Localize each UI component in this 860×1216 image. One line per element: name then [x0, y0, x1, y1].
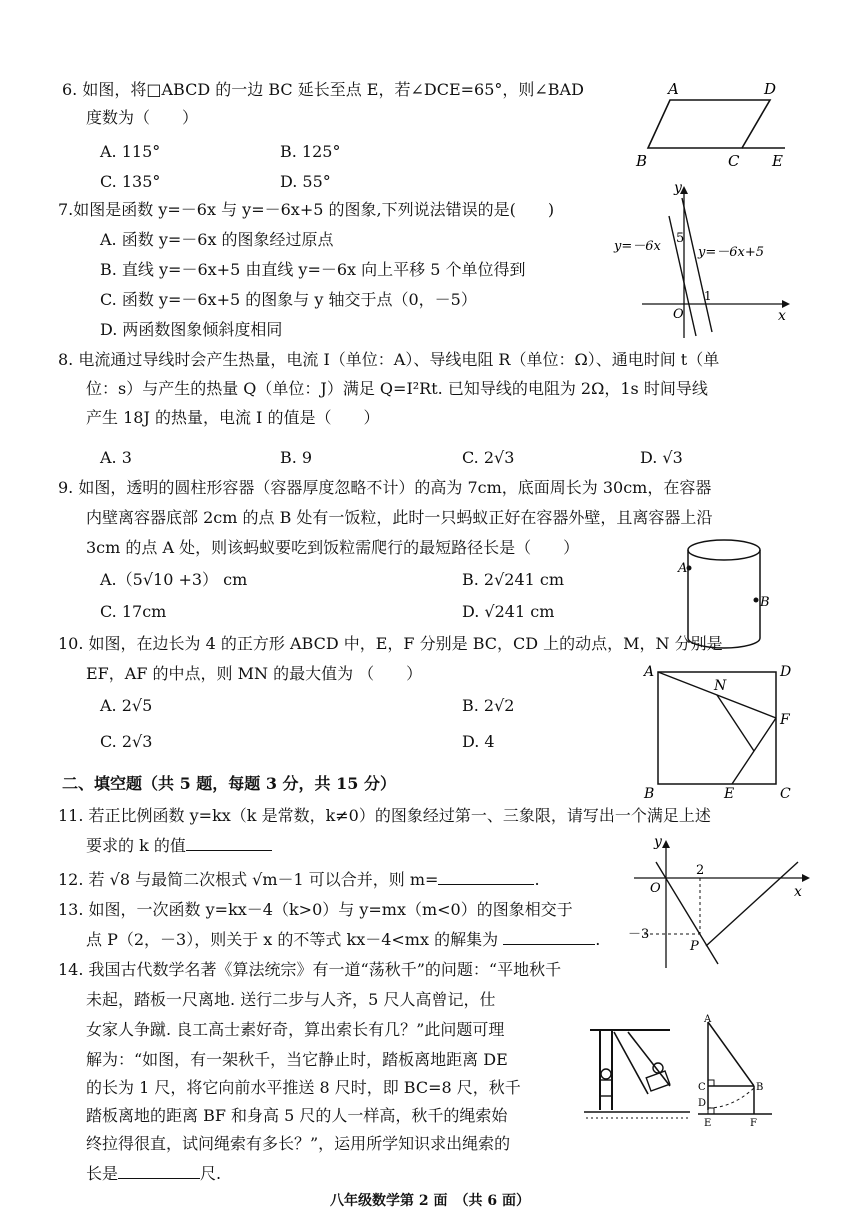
q14-stem-line6: 踏板离地的距离 BF 和身高 5 尺的人一样高，秋千的绳索始 [86, 1106, 508, 1125]
q13-answer-blank[interactable] [503, 944, 595, 945]
q12-stem: 12. 若 √8 与最简二次根式 √m－1 可以合并，则 m= . [58, 870, 540, 889]
q14-stem-line8 [86, 1166, 221, 1182]
point-n: N [714, 678, 727, 694]
vertex-c: C [780, 786, 791, 800]
q13-stem-line2: 点 P（2，－3），则关于 x 的不等式 kx－4<mx 的解集为 . [86, 930, 601, 949]
q9-stem-line3: 3cm 的点 A 处，则该蚂蚁要吃到饭粒需爬行的最短路径长是（ ） [86, 538, 580, 557]
q7-option-c: C. 函数 y=－6x+5 的图象与 y 轴交于点（0，－5） [100, 290, 477, 309]
q6-option-a: A. 115° [100, 142, 161, 161]
q8-option-c: C. 2√3 [462, 448, 515, 467]
vertex-d: D [780, 664, 792, 680]
point-p-label: P [690, 939, 699, 954]
section-fill-in-heading: 二、填空题（共 5 题，每题 3 分，共 15 分） [62, 774, 396, 793]
q8-option-b: B. 9 [280, 448, 313, 467]
label-e: E [772, 152, 783, 170]
q9-option-b: B. 2√241 cm [462, 570, 565, 589]
tick-two: 2 [696, 863, 705, 878]
q8-stem-line3: 产生 18J 的热量，电流 I 的值是（ ） [86, 408, 380, 427]
linear-functions-graph [612, 180, 792, 342]
q14-answer-blank[interactable] [118, 1178, 200, 1179]
q14-stem-line3: 女家人争蹴. 良工高士素好奇，算出索长有几？”此问题可理 [86, 1020, 505, 1039]
point-a-label: A [678, 561, 688, 576]
q10-option-a: A. 2√5 [100, 696, 153, 715]
origin-label: O [673, 307, 684, 322]
q7-stem: 7.如图是函数 y=－6x 与 y=－6x+5 的图象,下列说法错误的是( ) [58, 200, 555, 219]
q7-option-d: D. 两函数图象倾斜度相同 [100, 320, 283, 339]
tick-one: 1 [704, 289, 712, 303]
q8-stem-line1: 8. 电流通过导线时会产生热量，电流 I（单位：A）、导线电阻 R（单位：Ω）、通电时间 t（单 [58, 350, 720, 369]
point-c-label: C [698, 1082, 706, 1093]
q14-stem-prefix: 长是 [86, 1164, 119, 1183]
q7-option-b: B. 直线 y=－6x+5 由直线 y=－6x 向上平移 5 个单位得到 [100, 260, 526, 279]
point-a-label: A [704, 1014, 712, 1025]
point-b-label: B [760, 595, 770, 610]
page-footer: 八年级数学第 2 面 （共 6 面） [330, 1193, 530, 1209]
x-axis-label: x [778, 308, 786, 324]
swing-geometry-figure [692, 1014, 792, 1134]
q10-option-b: B. 2√2 [462, 696, 515, 715]
vertex-b: B [644, 786, 655, 800]
q14-stem-line1: 14. 我国古代数学名著《算法统宗》有一道“荡秋千”的问题：“平地秋千 [58, 960, 562, 979]
q9-option-d: D. √241 cm [462, 602, 555, 621]
q14-stem-suffix: 尺. [200, 1164, 222, 1183]
q9-option-a: A.（5√10 +3） cm [100, 570, 248, 589]
label-d: D [764, 80, 777, 98]
x-axis-label: x [794, 884, 802, 900]
point-d-label: D [698, 1098, 707, 1109]
q9-option-c: C. 17cm [100, 602, 167, 621]
q10-option-c: C. 2√3 [100, 732, 153, 751]
q12-stem-text: 12. 若 √8 与最简二次根式 √m－1 可以合并，则 m= [58, 870, 439, 889]
intercept-five: 5 [676, 231, 685, 246]
point-b-label: B [756, 1082, 764, 1093]
q14-stem-line5: 的长为 1 尺，将它向前水平推送 8 尺时，即 BC=8 尺，秋千 [86, 1078, 521, 1097]
q6-option-b: B. 125° [280, 142, 341, 161]
q14-stem-line7: 终拉得很直，试问绳索有多长？”，运用所学知识求出绳索的 [86, 1134, 511, 1153]
q11-answer-blank[interactable] [186, 850, 272, 851]
q10-option-d: D. 4 [462, 732, 495, 751]
point-f-label: F [750, 1118, 757, 1129]
label-c: C [728, 152, 740, 170]
label-b: B [636, 152, 648, 170]
q9-stem-line2: 内壁离容器底部 2cm 的点 B 处有一饭粒，此时一只蚂蚁正好在容器外壁，且离容器上沿 [86, 508, 713, 527]
q13-stem-line1: 13. 如图，一次函数 y=kx－4（k>0）与 y=mx（m<0）的图象相交于 [58, 900, 573, 919]
line-label-1: y=－6x [614, 239, 661, 254]
q12-answer-blank[interactable] [438, 884, 534, 885]
q8-option-d: D. √3 [640, 448, 683, 467]
point-e: E [724, 786, 735, 800]
q7-option-a: A. 函数 y=－6x 的图象经过原点 [100, 230, 334, 249]
line-label-2: y=－6x+5 [698, 245, 765, 260]
q6-option-c: C. 135° [100, 172, 161, 191]
q9-stem-line1: 9. 如图，透明的圆柱形容器（容器厚度忽略不计）的高为 7cm，底面周长为 30cm，在容器 [58, 478, 712, 497]
tick-minus-three: －3 [628, 927, 650, 942]
q6-stem-line1: 6. 如图，将□ABCD 的一边 BC 延长至点 E，若∠DCE=65°，则∠BAD [62, 80, 584, 99]
q10-stem-line1: 10. 如图，在边长为 4 的正方形 ABCD 中，E，F 分别是 BC，CD 上的动点，M，N 分别是 [58, 634, 723, 653]
origin-label: O [650, 881, 661, 896]
q14-stem-line4: 解为：“如图，有一架秋千，当它静止时，踏板离地距离 DE [86, 1050, 508, 1069]
intersecting-lines-graph [628, 832, 828, 972]
q11-stem-line2 [86, 838, 272, 854]
q8-stem-line2: 位：s）与产生的热量 Q（单位：J）满足 Q=I²Rt. 已知导线的电阻为 2Ω，1s 时间导线 [86, 379, 708, 398]
square-figure [640, 660, 820, 800]
q6-option-d: D. 55° [280, 172, 331, 191]
q8-option-a: A. 3 [100, 448, 132, 467]
q6-stem-line2: 度数为（ ） [86, 108, 199, 127]
vertex-a: A [644, 664, 655, 680]
point-e-label: E [704, 1118, 712, 1129]
q13-stem-text: 点 P（2，－3），则关于 x 的不等式 kx－4<mx 的解集为 [86, 930, 499, 949]
swing-illustration [584, 1026, 694, 1126]
point-f: F [780, 712, 790, 728]
q10-stem-line2: EF，AF 的中点，则 MN 的最大值为 （ ） [86, 664, 423, 683]
label-a: A [668, 80, 679, 98]
q11-stem-line1: 11. 若正比例函数 y=kx（k 是常数，k≠0）的图象经过第一、三象限，请写出一个满足上述 [58, 806, 711, 825]
q11-stem-text: 要求的 k 的值 [86, 836, 186, 855]
y-axis-label: y [674, 180, 682, 196]
parallelogram-figure [630, 78, 800, 173]
q14-stem-line2: 未起，踏板一尺离地. 送行二步与人齐，5 尺人高曾记，仕 [86, 990, 496, 1009]
y-axis-label: y [654, 834, 662, 850]
